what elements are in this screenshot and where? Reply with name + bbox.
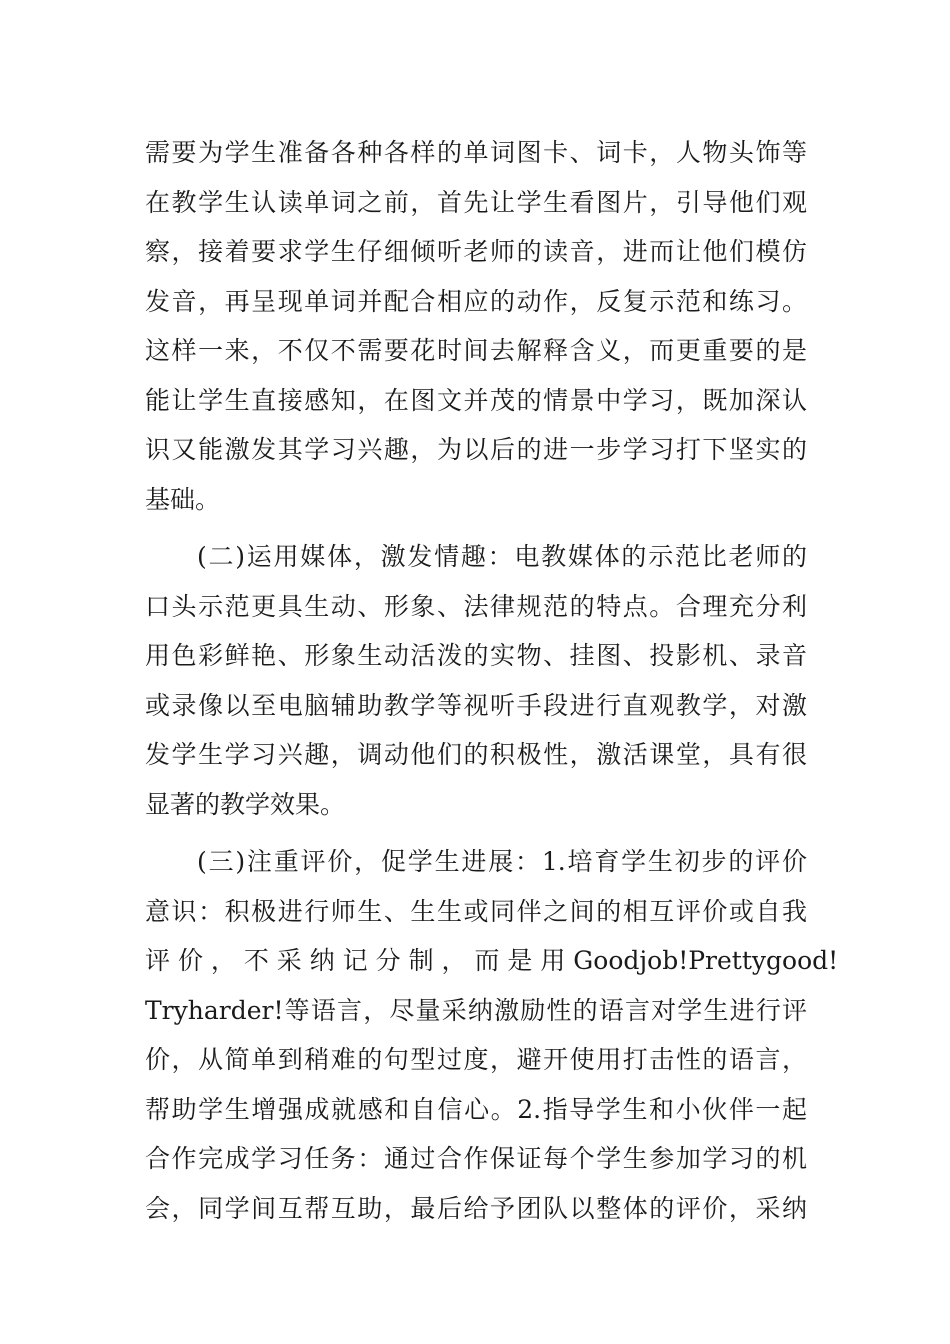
text-line: 发学生学习兴趣，调动他们的积极性，激活课堂，具有很 [145, 740, 807, 769]
text-line: 或录像以至电脑辅助教学等视听手段进行直观教学，对激 [145, 690, 807, 720]
paragraph-3 [145, 837, 839, 1233]
text-line: 能让学生直接感知，在图文并茂的情景中学习，既加深认 [145, 385, 807, 415]
text-line: 合作完成学习任务：通过合作保证每个学生参加学习的机 [145, 1144, 807, 1173]
text-line: 察，接着要求学生仔细倾听老师的读音，进而让他们模仿 [145, 237, 807, 266]
text-line: 用色彩鲜艳、形象生动活泼的实物、挂图、投影机、录音 [145, 641, 807, 670]
text-line: 评 价 ， 不 采 纳 记 分 制 ， 而 是 用 Goodjob!Prettygood! [145, 946, 839, 975]
text-line: Tryharder!等语言，尽量采纳激励性的语言对学生进行评 [145, 995, 807, 1025]
text-line: 识又能激发其学习兴趣，为以后的进一步学习打下坚实的 [145, 435, 807, 464]
paragraph-1 [145, 128, 807, 524]
text-line: 基础。 [145, 484, 221, 514]
text-line: 会，同学间互帮互助，最后给予团队以整体的评价，采纳 [145, 1193, 807, 1223]
text-line: 需要为学生准备各种各样的单词图卡、词卡，人物头饰等 [145, 138, 807, 167]
text-line: (二)运用媒体，激发情趣：电教媒体的示范比老师的 [197, 542, 807, 571]
text-line: 价，从简单到稍难的句型过度，避开使用打击性的语言， [145, 1045, 807, 1074]
text-line: 发音，再呈现单词并配合相应的动作，反复示范和练习。 [145, 286, 807, 316]
text-line: (三)注重评价，促学生进展：1.培育学生初步的评价 [197, 847, 807, 876]
text-line: 意识：积极进行师生、生生或同伴之间的相互评价或自我 [145, 896, 807, 926]
text-line: 这样一来，不仅不需要花时间去解释含义，而更重要的是 [145, 336, 807, 365]
text-line: 显著的教学效果。 [145, 789, 346, 819]
text-line: 口头示范更具生动、形象、法律规范的特点。合理充分利 [145, 591, 807, 621]
paragraph-2 [145, 532, 807, 829]
text-line: 在教学生认读单词之前，首先让学生看图片，引导他们观 [145, 187, 807, 217]
text-line: 帮助学生增强成就感和自信心。2.指导学生和小伙伴一起 [145, 1094, 807, 1124]
document-body [145, 128, 839, 1233]
